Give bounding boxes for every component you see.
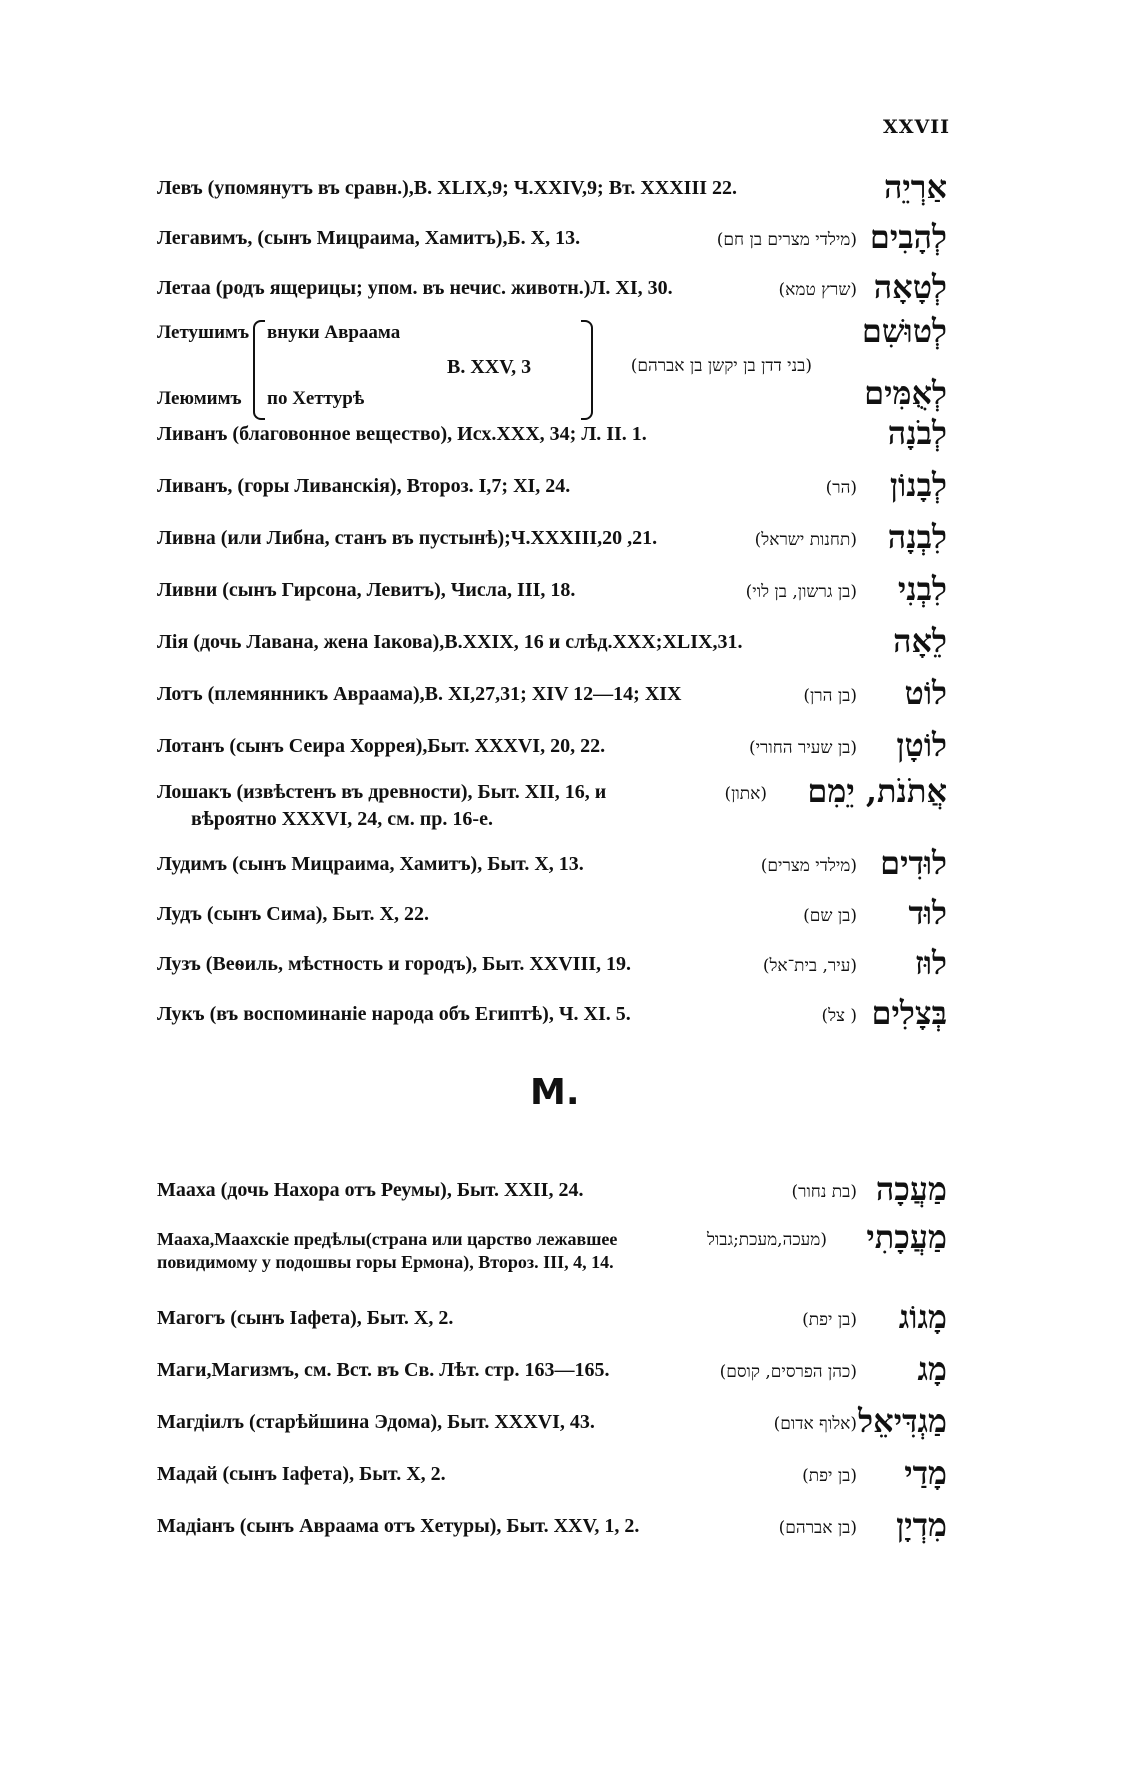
hebrew-note: (מעכה,מעכת;גבול [706,1230,827,1250]
entry-text: Лія (дочь Лавана, жена Іакова),В.XXIX, 16 и слѣд.XXX;XLIX,31. [157,631,743,653]
entry [157,842,947,882]
hebrew-note: (מילדי מצרים בן חם) [716,230,857,250]
page-number: XXVII [882,116,950,138]
hebrew-word: לְטוּשִׁם [861,312,947,350]
hebrew-note: (בת נחור) [791,1182,857,1202]
hebrew-note: (מילדי מצרים) [760,856,857,876]
entry [157,1216,947,1286]
hebrew-word: מָג [917,1350,947,1388]
hebrew-word: אֲתֹנֹת, יֵמִם [807,772,947,810]
hebrew-word: מָגוֹג [898,1298,947,1336]
group-reference: В. XXV, 3 [447,356,532,378]
entry [157,672,947,712]
entry-text: Лотъ (племянникъ Авраама),В. XI,27,31; XIV 12—14; XIX [157,683,682,705]
section-letter: M. [530,1072,580,1113]
entry-text: Магдіилъ (старѣйшина Эдома), Быт. XXXVI, 43. [157,1411,595,1433]
entry-text: Магогъ (сынъ Іафета), Быт. X, 2. [157,1307,454,1329]
entry [157,1400,947,1440]
group-name-2: Леюмимъ [157,388,242,409]
hebrew-word: לִבְנָה [887,518,947,556]
hebrew-word: בְּצָלִים [871,994,947,1032]
hebrew-note: (בן גרשון, בן לוי) [745,582,857,602]
hebrew-word: לְטָאָה [873,268,947,306]
entry-text: Ливанъ, (горы Ливанскія), Второз. I,7; XI, 24. [157,475,571,497]
group-name-1: Летушимъ [157,322,250,343]
hebrew-word: לְאֻמִּים [864,374,947,412]
brace-left [253,320,265,420]
hebrew-note: (תחנות ישראל) [754,530,857,550]
entry [157,1296,947,1336]
entry [157,770,947,840]
hebrew-note: ( צל) [821,1006,857,1026]
entry [157,1348,947,1388]
hebrew-word: אַרְיֵה [883,168,947,206]
entry [157,1452,947,1492]
hebrew-note: (בן אברהם) [778,1518,857,1538]
hebrew-word: מָדַי [904,1454,947,1492]
hebrew-note: (אתון) [724,784,767,804]
hebrew-word: לְבָנוֹן [889,466,947,504]
hebrew-word: מַגְדִּיאֵל [858,1402,947,1440]
hebrew-note: (בן יפת) [802,1466,857,1486]
hebrew-word: לוּדִים [880,844,947,882]
group-desc-2: по Хеттурѣ [267,388,365,409]
hebrew-word: לוּד [908,894,947,932]
entry [157,266,947,306]
hebrew-note: (כהן הפרסים, קוסם) [719,1362,857,1382]
hebrew-word: לוֹטָן [896,726,947,764]
entry [157,992,947,1032]
hebrew-note: (אלוף אדום) [773,1414,857,1434]
hebrew-note: (בן יפת) [802,1310,857,1330]
hebrew-word: לְהָבִים [869,218,947,256]
hebrew-word: לְבֹנָה [887,414,947,452]
entry-text: Легавимъ, (сынъ Мицраима, Хамитъ),Б. X, 13. [157,227,581,249]
entry-text: Летаа (родъ ящерицы; упом. въ нечис. животн.)Л. XI, 30. [157,277,673,299]
hebrew-note: (עיר, בית־אל) [762,956,857,976]
entry-text: Лудимъ (сынъ Мицраима, Хамитъ), Быт. X, 13. [157,853,584,875]
entry-text: Мадай (сынъ Іафета), Быт. X, 2. [157,1463,446,1485]
hebrew-word: לִבְנִי [897,570,947,608]
entry [157,412,947,452]
entry-text: Левъ (упомянутъ въ сравн.),В. XLIX,9; Ч.XXIV,9; Вт. XXXIII 22. [157,177,738,199]
entry [157,620,947,660]
hebrew-word: מַעֲכָה [875,1170,947,1208]
hebrew-note: (בן שעיר החורי) [748,738,857,758]
entry-text: Лузъ (Веѳиль, мѣстность и городъ), Быт. XXVIII, 19. [157,953,632,975]
hebrew-word: לוּז [914,944,947,982]
entry-text: Ливна (или Либна, станъ въ пустынѣ);Ч.XXXIII,20 ,21. [157,527,658,549]
entry [157,464,947,504]
entry [157,1168,947,1208]
hebrew-word: לוֹט [904,674,947,712]
entry-text: Ливанъ (благовонное вещество), Исх.XXX, 34; Л. II. 1. [157,423,647,445]
hebrew-note: (שרץ טמא) [778,280,857,300]
entry-text: Ливни (сынъ Гирсона, Левитъ), Числа, III, 18. [157,579,576,601]
entry-text: Мааха (дочь Нахора отъ Реумы), Быт. XXII, 24. [157,1179,584,1201]
entry-text: Лотанъ (сынъ Сеира Хоррея),Быт. XXXVI, 20, 22. [157,735,606,757]
entry-text: Мадіанъ (сынъ Авраама отъ Хетуры), Быт. XXV, 1, 2. [157,1515,640,1537]
entry-text-continued: вѣроятно XXXVI, 24, см. пр. 16-е. [191,808,493,830]
entry [157,216,947,256]
entry [157,892,947,932]
hebrew-note: (בן שם) [803,906,857,926]
hebrew-word: מִדְיָן [896,1506,947,1544]
entry [157,568,947,608]
entry-text: Лукъ (въ воспоминаніе народа объ Египтѣ), Ч. XI. 5. [157,1003,631,1025]
hebrew-word: לֵאָה [893,622,947,660]
entry-text: Маги,Магизмъ, см. Вст. въ Св. Лѣт. стр. 163—165. [157,1359,610,1381]
entry-text: Мааха,Маахскіе предѣлы(страна или царство лежавшее [157,1229,618,1249]
entry-text: Лудъ (сынъ Сима), Быт. X, 22. [157,903,429,925]
entry [157,942,947,982]
entry [157,166,947,206]
hebrew-note: (הר) [825,478,857,498]
entry [157,724,947,764]
entry-text: Лошакъ (извѣстенъ въ древности), Быт. XII, 16, и [157,781,607,803]
brace-right [581,320,593,420]
hebrew-note: (בני דדן בן יקשן בן אברהם) [630,356,812,376]
entry [157,1504,947,1544]
entry [157,516,947,556]
hebrew-word: מַעֲכָתִי [866,1218,947,1256]
group-desc-1: внуки Авраама [267,322,401,343]
hebrew-note: (בן הרן) [803,686,857,706]
entry-text-continued: повидимому у подошвы горы Ермона), Второз. III, 4, 14. [157,1252,614,1272]
